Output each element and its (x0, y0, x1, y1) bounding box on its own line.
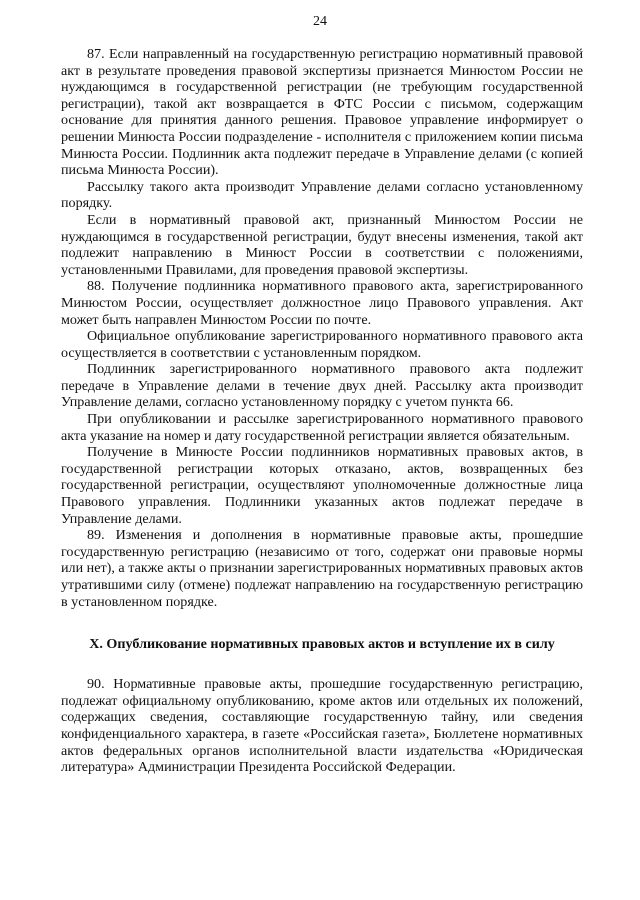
paragraph-87: 87. Если направленный на государственную регистрацию нормативный правовой акт в результате проведения правовой экспертизы признается Минюстом России не нуждающимся в государственной регистрации (не требующим государственной регистрации), такой акт возвращается в ФТС России с письмом, содержащим основание для принятия данного решения. Правовое управление информирует о решении Минюста России подразделение - исполнителя с приложением копии письма Минюста России. Подлинник акта подлежит передаче в Управление делами (с копией письма Минюста России). (61, 46, 583, 179)
paragraph-87-mailing: Рассылку такого акта производит Управление делами согласно установленному порядку. (61, 178, 583, 212)
paragraph-89: 89. Изменения и дополнения в нормативные правовые акты, прошедшие государственную регистрацию (независимо от того, содержат они правовые нормы или нет), а также акты о признании зарегистрированных нормативных правовых актов утратившими силу (отмене) подлежат направлению на государственную регистрацию в установленном порядке. (61, 527, 583, 610)
paragraph-88-refused-acts: Получение в Минюсте России подлинников нормативных правовых актов, в государственной регистрации которых отказано, актов, возвращенных без государственной регистрации, осуществляют уполномоченные должностные лица Правового управления. Подлинники указанных актов подлежат передаче в Управление делами. (61, 444, 583, 527)
paragraph-88: 88. Получение подлинника нормативного правового акта, зарегистрированного Минюстом России, осуществляет должностное лицо Правового управления. Акт может быть направлен Минюстом России по почте. (61, 278, 583, 328)
section-heading: X. Опубликование нормативных правовых актов и вступление их в силу (89, 636, 555, 653)
paragraph-88-original-transfer: Подлинник зарегистрированного нормативного правового акта подлежит передаче в Управление делами в течение двух дней. Рассылку акта производит Управление делами, согласно установленному порядку с учетом пункта 66. (61, 361, 583, 411)
document-body (61, 46, 583, 776)
paragraph-90: 90. Нормативные правовые акты, прошедшие государственную регистрацию, подлежат официальному опубликованию, кроме актов или отдельных их положений, содержащих сведения, составляющие государственную тайну, или сведения конфиденциального характера, в газете «Российская газета», Бюллетене нормативных актов федеральных органов исполнительной власти издательства «Юридическая литература» Администрации Президента Российской Федерации. (61, 676, 583, 776)
page-number: 24 (313, 14, 327, 29)
paragraph-88-registration-number: При опубликовании и рассылке зарегистрированного нормативного правового акта указание на номер и дату государственной регистрации является обязательным. (61, 411, 583, 444)
paragraph-87-amendments: Если в нормативный правовой акт, признанный Минюстом России не нуждающимся в государственной регистрации, будут внесены изменения, такой акт подлежит направлению в Минюст России в соответствии с положениями, установленными Правилами, для проведения правовой экспертизы. (61, 211, 583, 278)
paragraph-88-publication: Официальное опубликование зарегистрированного нормативного правового акта осуществляется в соответствии с установленным порядком. (61, 328, 583, 361)
